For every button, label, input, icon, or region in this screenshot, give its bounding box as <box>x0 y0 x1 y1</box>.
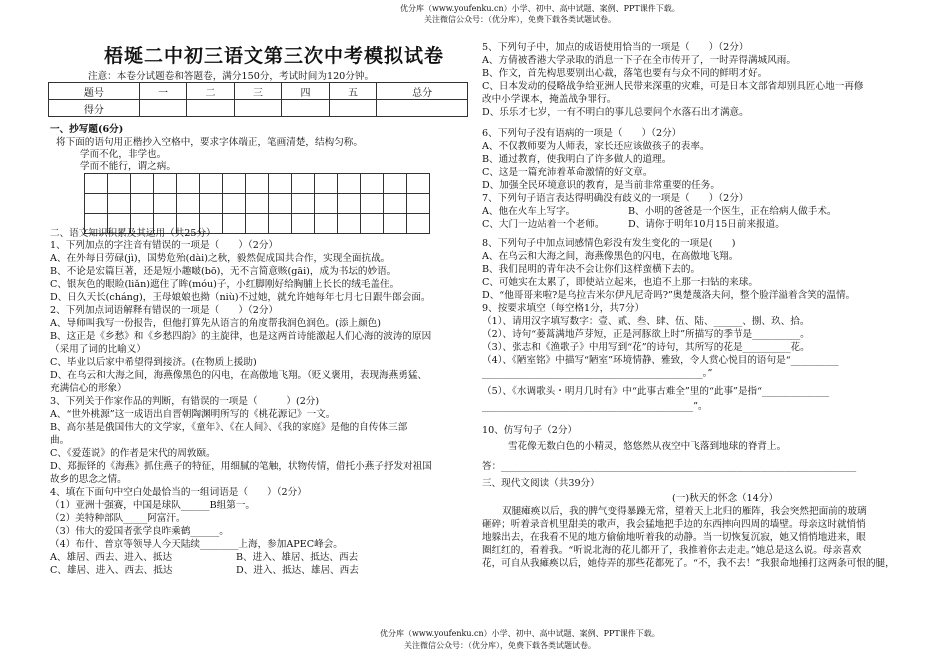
q9-item-5: （5）、《水调歌头・明月几时有》中“此事古难全”里的“此事”是指“______________ <box>482 386 830 397</box>
footer-line-2: 关注微信公众号：（优分库），免费下载各类试题试卷。 <box>404 641 596 650</box>
q1-option-d: D、日久天长(cháng)，王母娘娘也拗（niù)不过她，就允许她每年七月七日跟牛郎会面。 <box>50 292 431 303</box>
q7-option-a: A、他在火车上写字。 <box>482 206 576 217</box>
q6-stem: 6、下列句子没有语病的一项是（ ）（2分） <box>482 128 682 139</box>
q4-blank-1: （1）亚洲十强赛，中国是球队______B组第一。 <box>50 500 256 511</box>
reading-line-3: 地躲出去，在我看不见的地方偷偷地听着我的动静。当一切恢复沉寂，她又悄悄地进来，眼 <box>482 532 866 543</box>
q4-blank-4: （4）布什、普京等领导人今天陆续________上海，参加APEC峰会。 <box>50 539 343 550</box>
q3-option-b: B、高尔基是俄国伟大的文学家，《童年》、《在人间》、《我的家庭》是他的自传体三部 <box>50 422 408 433</box>
q8-option-c: C、可她实在太累了，即使站立起来，也追不上那一扫钻的来球。 <box>482 277 758 288</box>
copy-writing-grid[interactable] <box>84 173 430 234</box>
q2-stem: 2、下列加点词语解释有错误的一项是（ ）（2分） <box>50 305 279 316</box>
q7-option-c: C、大门一边站着一个老师。 <box>482 219 605 230</box>
section-3-heading: 三、现代文阅读（共39分） <box>482 478 600 489</box>
footer-line-1: 优分库（www.youfenku.cn）小学、初中、高中试题、案例、PPT课件下载。 <box>380 629 660 638</box>
q9-stem: 9、按要求填空（每空格1分，共7分） <box>482 303 645 314</box>
score-input-cell[interactable] <box>329 100 377 117</box>
score-header-cell: 四 <box>282 83 330 100</box>
q3-option-d: D、郑振铎的《海燕》抓住燕子的特征，用细腻的笔触，状物传情，借托小燕子抒发对祖国 <box>50 461 432 472</box>
q1-option-c: C、银灰色的眼睑(liǎn)遮住了眸(móu)子，小红脚刚好给胸脯上长长的绒毛盖住。 <box>50 279 400 290</box>
q7-option-d: D、请你于明年10月15日前来报道。 <box>628 219 785 230</box>
q3-option-d-cont: 故乡的思念之情。 <box>50 474 127 485</box>
q9-item-2: （2）、诗句“蒌蒿满地芦芽短，正是河豚欲上时”所描写的季节是__________。 <box>482 329 810 340</box>
q4-blank-3: （3）伟大的爱国者张学良昨乘鹤______。 <box>50 526 229 537</box>
score-table-header-row <box>49 83 468 100</box>
reading-line-2: 砸碎；听着录音机里甜美的歌声，我会猛地把手边的东西摔向四周的墙壁。母亲这时就悄悄 <box>482 519 866 530</box>
q2-option-b-note: （采用了词的比喻义） <box>50 344 146 355</box>
q4-stem: 4、填在下面句中空白处最恰当的一组词语是（ ）（2分） <box>50 487 307 498</box>
q6-option-a: A、不仅教师要为人师表，家长还应该做孩子的表率。 <box>482 141 710 152</box>
section-1-instruction: 将下面的语句用正楷抄入空格中，要求字体端正，笔画清楚，结构匀称。 <box>56 137 363 148</box>
q5-option-b: B、作文，首先构思要别出心裁，落笔也要有与众不同的鲜明才好。 <box>482 68 768 79</box>
q2-option-d-cont: 充满信心的形象） <box>50 383 127 394</box>
section-1-heading: 一、抄写题(6分) <box>50 124 124 135</box>
q8-option-d: D、“他哥哥来啦?是乌拉吉米尔伊凡尼奇吗?”奥楚蔑洛夫问，整个脸洋溢着含笑的温情。 <box>482 290 856 301</box>
q2-option-b: B、这正是《乡愁》和《乡愁四韵》的主旋律，也是这两首诗能激起人们心海的波涛的原因 <box>50 331 432 342</box>
exam-notice: 注意：本卷分试题卷和答题卷，满分150分，考试时间为120分钟。 <box>88 71 375 82</box>
q6-option-d: D、加强全民环境意识的教育，是当前非常重要的任务。 <box>482 180 720 191</box>
q5-option-a: A、方倩被香港大学录取的消息一下子在全市传开了，一时弄得满城风雨。 <box>482 55 796 66</box>
copy-sentence-1: 学而不化，非学也。 <box>80 149 167 160</box>
score-input-cell[interactable] <box>377 100 468 117</box>
q3-stem: 3、下列关于作家作品的判断，有错误的一项是（ ）(2分) <box>50 396 320 407</box>
q10-answer-line[interactable]: 答：__________________________________________________________________________ <box>482 461 857 472</box>
header-line-1: 优分库（www.youfenku.cn）小学、初中、高中试题、案例、PPT课件下载。 <box>400 4 680 13</box>
score-header-cell: 五 <box>329 83 377 100</box>
q5-option-c: C、日本发动的侵略战争给亚洲人民带来深重的灾难，可是日本文部省却别具匠心地一再修 <box>482 81 864 92</box>
q7-option-b: B、小明的爸爸是一个医生，正在给病人做手术。 <box>628 206 837 217</box>
score-header-cell: 三 <box>234 83 282 100</box>
q9-item-4: （4）、《陋室铭》中描写“陋室”环境情静、雅致，令人赏心悦目的语句是“__________ <box>482 355 839 366</box>
q5-option-c-cont: 改中小学课本，掩盖战争罪行。 <box>482 94 617 105</box>
q6-option-c: C、这是一篇充沛着革命激情的好文章。 <box>482 167 653 178</box>
score-header-cell: 二 <box>187 83 235 100</box>
q3-option-a: A、“世外桃源”这一成语出自晋朝陶渊明所写的《桃花源记》一文。 <box>50 409 336 420</box>
q3-option-c: C、《爱莲说》的作者是宋代的周敦颐。 <box>50 448 216 459</box>
q6-option-b: B、通过教育，使我明白了许多做人的道理。 <box>482 154 672 165</box>
q1-option-b: B、不论是宏篇巨著，还是短小趣啵(bō)，无不言简意赅(gāi)，成为书坛的妙语。 <box>50 266 397 277</box>
q4-blank-2: （2）美特种部队_____阿富汗。 <box>50 513 186 524</box>
q8-option-a: A、在乌云和大海之间，海燕像黑色的闪电，在高傲地飞翔。 <box>482 251 739 262</box>
score-input-cell[interactable] <box>139 100 187 117</box>
reading-line-1: 双腿瘫痪以后，我的脾气变得暴躁无常，望着天上北归的雁阵，我会突然把面前的玻璃 <box>502 506 867 517</box>
q9-item-3: （3）、张志和《渔歌子》中用写到“花”的诗句，其所写的花是__________花。 <box>482 342 810 353</box>
q10-stem: 10、仿写句子（2分） <box>482 425 578 436</box>
score-table <box>48 82 468 117</box>
q8-stem: 8、下列句子中加点词感情色彩没有发生变化的一项是( ) <box>482 238 736 249</box>
q3-option-b-cont: 曲。 <box>50 435 70 446</box>
copy-sentence-2: 学而不能行，谓之病。 <box>80 161 176 172</box>
q4-option-d: D、进入、抵达、雄居、西去 <box>236 565 359 576</box>
q2-option-d: D、在乌云和大海之间，海燕像黑色的闪电，在高傲地飞翔。（贬义褒用，表现海燕勇猛、 <box>50 370 428 381</box>
score-input-cell[interactable] <box>282 100 330 117</box>
q2-option-a: A、导师叫我写一份报告，但他打算先从语言的角度帮我润色润色。(添上颜色) <box>50 318 382 329</box>
q1-stem: 1、下列加点的字注音有错误的一项是（ ）（2分） <box>50 240 279 251</box>
score-input-cell[interactable] <box>234 100 282 117</box>
score-table-score-row <box>49 100 468 117</box>
q8-option-b: B、我们昆明的青年决不会让你们这样蛮横下去的。 <box>482 264 701 275</box>
q4-option-b: B、进入、雄居、抵达、西去 <box>236 552 359 563</box>
header-line-2: 关注微信公众号：（优分库），免费下载各类试题试卷。 <box>424 15 616 24</box>
q9-item-4-blank: ______________________________________________。” <box>482 368 713 379</box>
q10-sample-sentence: 雪花像无数白色的小精灵，悠悠然从夜空中飞落到地球的脊背上。 <box>508 441 787 452</box>
page-title: 梧埏二中初三语文第三次中考模拟试卷 <box>104 45 445 67</box>
score-row-label: 得分 <box>49 100 140 117</box>
section-2-heading: 二、语文知识积累及其运用（共25分） <box>50 228 216 239</box>
score-header-cell: 题号 <box>49 83 140 100</box>
q4-option-a: A、雄居、西去、进入、抵达 <box>50 552 173 563</box>
q2-option-c: C、毕业以后家中希望得到接济。(在物质上援助) <box>50 357 257 368</box>
q5-option-d: D、乐乐才七岁，一有不明白的事儿总要问个水落石出才满意。 <box>482 107 749 118</box>
q7-stem: 7、下列句子语言表达得明确没有歧义的一项是（ ）（2分） <box>482 193 749 204</box>
score-header-cell: 总分 <box>377 83 468 100</box>
score-header-cell: 一 <box>139 83 187 100</box>
reading-line-5: 花，可自从我瘫痪以后，她侍弄的那些花都死了。“不，我不去！”我狠命地捶打这两条可恨的腿， <box>482 558 895 569</box>
q4-option-c: C、雄居、进入、西去、抵达 <box>50 565 173 576</box>
q5-stem: 5、下列句子中，加点的成语使用恰当的一项是（ ）（2分） <box>482 42 749 53</box>
q9-item-5-blank: ____________________________________________”。 <box>482 401 708 412</box>
score-input-cell[interactable] <box>187 100 235 117</box>
reading-line-4: 圈红红的，看着我。“听说北海的花儿都开了，我推着你去走走。”她总是这么说。母亲喜欢 <box>482 545 862 556</box>
reading-title: (一)秋天的怀念（14分） <box>672 493 779 504</box>
q1-option-a: A、在外每日劳碌(jì)，国势危殆(dài)之秋，毅然促成国共合作，实现全面抗战。 <box>50 253 391 264</box>
q9-item-1: （1）、请用汉字填写数字：壹、贰、叁、肆、伍、陆、______、捌、玖、拾。 <box>482 316 810 327</box>
